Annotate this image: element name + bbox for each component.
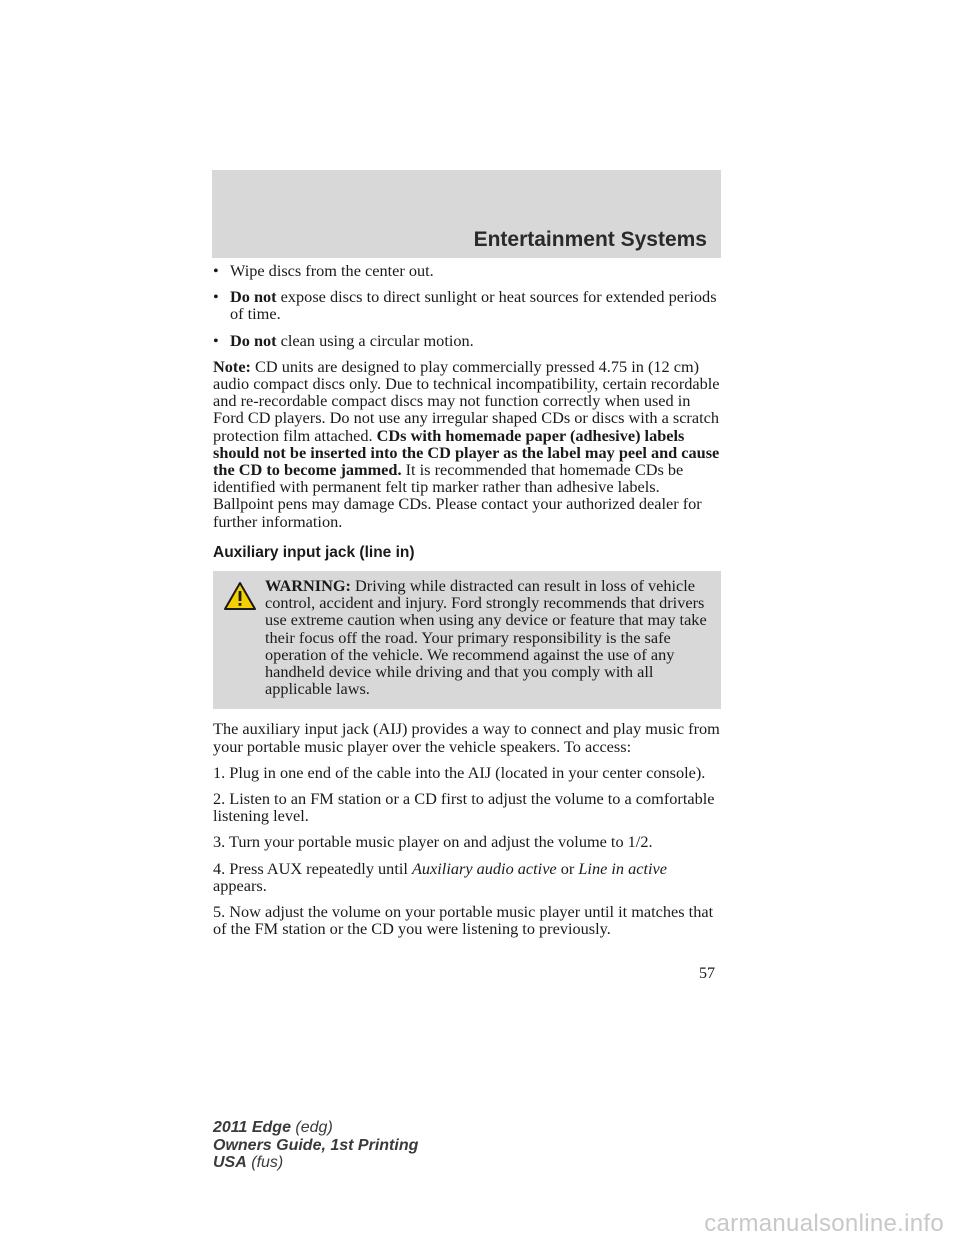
- warning-box: [213, 571, 721, 709]
- footer-market-code: (fus): [251, 1154, 284, 1171]
- bullet-item: [213, 332, 721, 349]
- aux-instructions: [213, 720, 721, 937]
- note-paragraph: [213, 358, 721, 530]
- document-footer: [213, 1119, 418, 1172]
- step4-display-text-alt: Line in active: [578, 858, 667, 878]
- aux-step: 3. Turn your portable music player on and adjust the volume to 1/2.: [213, 832, 653, 852]
- bullet-item: [213, 288, 721, 322]
- watermark: carmanualsonline.info: [704, 1210, 944, 1237]
- bullet-dot: •: [213, 287, 219, 307]
- footer-line: [213, 1154, 418, 1172]
- bullet-emphasis: Do not: [230, 287, 277, 307]
- footer-line: [213, 1119, 418, 1137]
- page-number: 57: [699, 965, 715, 982]
- bullet-emphasis: Do not: [230, 330, 277, 350]
- bullet-dot: •: [213, 261, 219, 280]
- bullet-text: expose discs to direct sunlight or heat sources for extended periods of time.: [230, 287, 717, 324]
- note-label: Note:: [213, 356, 251, 376]
- footer-market: USA: [213, 1154, 247, 1171]
- aux-step: 5. Now adjust the volume on your portable music player until it matches that of the FM station or the CD you were listening to previously.: [213, 902, 714, 939]
- bullet-text: clean using a circular motion.: [280, 330, 474, 350]
- section-title: Entertainment Systems: [473, 228, 707, 251]
- aux-section-heading: Auxiliary input jack (line in): [213, 543, 415, 561]
- footer-edition: Owners Guide, 1st Printing: [213, 1136, 419, 1154]
- step4-or: or: [560, 858, 575, 878]
- step4-display-text: Auxiliary audio active: [411, 858, 557, 878]
- step4-text: 4. Press AUX repeatedly until: [213, 858, 408, 878]
- note-text: CD units are designed to play commercially pressed 4.75 in (12 cm) audio compact discs only. Due to technical incompatibility, certain recordable and re-recordable compact discs may not function correctly when used in Ford CD players. Do not use any irregular shaped CDs or discs with a scratch protection film attached.: [213, 356, 720, 445]
- warning-text: Driving while distracted can result in loss of vehicle control, accident and injury. Ford strongly recommends that drivers use extreme caution when using any device or feature that may take their focus off the road. Your primary responsibility is the safe operation of the vehicle. We recommend against the use of any handheld device while driving and that you comply with all applicable laws.: [265, 576, 707, 699]
- warning-triangle-icon: [223, 581, 257, 611]
- bullet-dot: •: [213, 330, 219, 350]
- step4-end: appears.: [213, 875, 267, 895]
- footer-model: 2011 Edge: [213, 1119, 291, 1136]
- warning-label: WARNING:: [265, 576, 351, 596]
- section-header-band: [212, 170, 721, 258]
- note-warning-bold: CDs with homemade paper (adhesive) labels should not be inserted into the CD player as the label may peel and cause the CD to become jammed.: [213, 425, 720, 480]
- page-content: [213, 262, 721, 947]
- bullet-item: [213, 262, 721, 279]
- aux-intro: The auxiliary input jack (AIJ) provides a way to connect and play music from your portable music player over the vehicle speakers. To access:: [213, 719, 720, 756]
- aux-step: 2. Listen to an FM station or a CD first to adjust the volume to a comfortable listening level.: [213, 789, 715, 826]
- warning-text-block: [218, 577, 713, 697]
- note-text-continued: It is recommended that homemade CDs be identified with permanent felt tip marker rather than adhesive labels. Ballpoint pens may damage CDs. Please contact your authorized dealer for further information.: [213, 460, 702, 531]
- aux-step: [213, 860, 721, 894]
- footer-model-code: (edg): [295, 1119, 333, 1136]
- bullet-text: Wipe discs from the center out.: [230, 261, 434, 280]
- aux-step: 1. Plug in one end of the cable into the AIJ (located in your center console).: [213, 762, 706, 782]
